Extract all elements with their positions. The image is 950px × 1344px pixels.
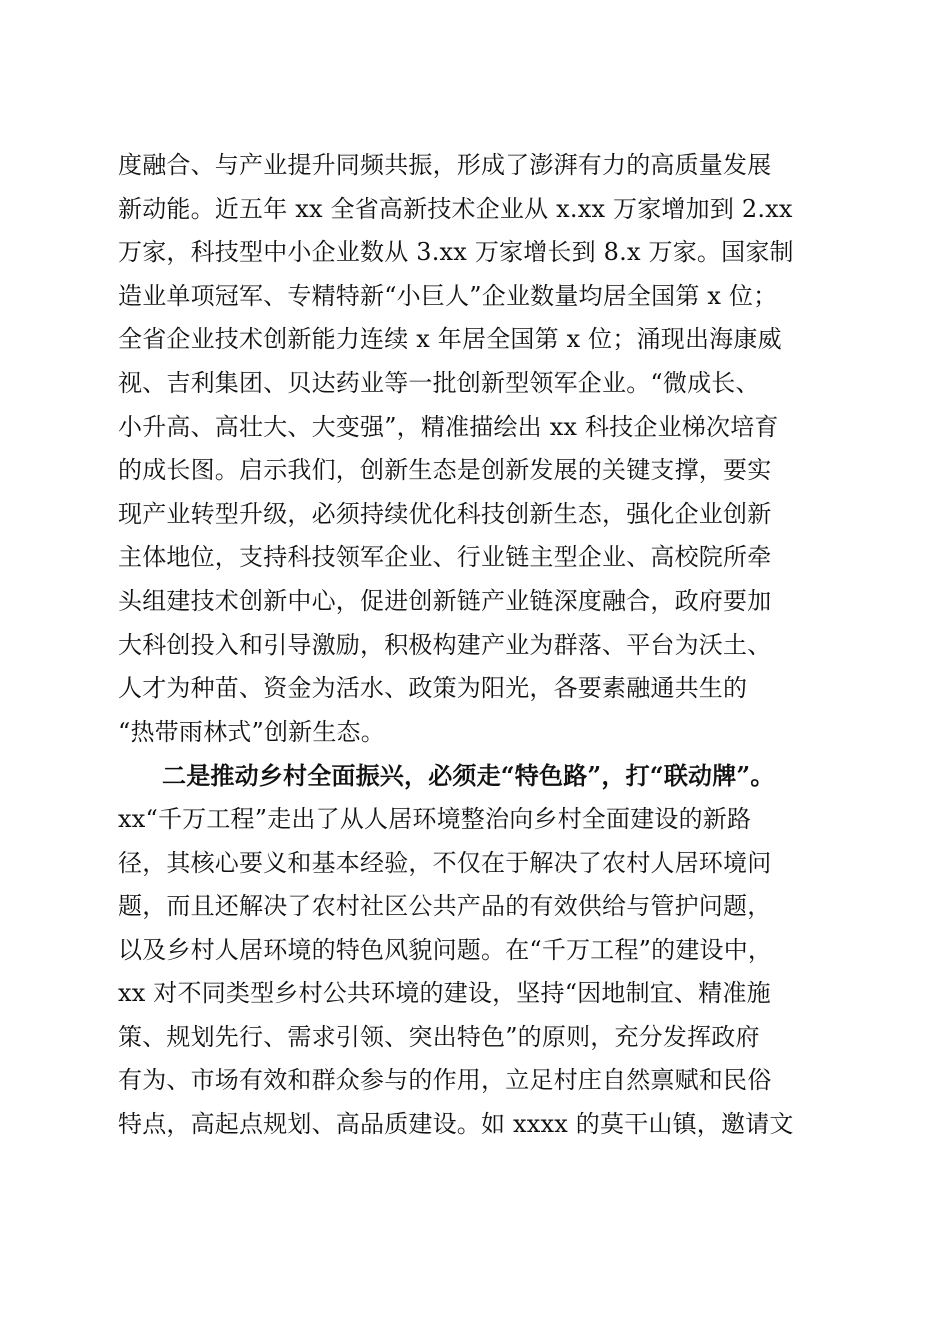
text-line: 造业单项冠军、专精特新“小巨人”企业数量均居全国第 x 位； [118, 281, 778, 310]
text-line: 新动能。近五年 xx 全省高新技术企业从 x.xx 万家增加到 2.xx [118, 194, 793, 223]
text-line: 大科创投入和引导激励，积极构建产业为群落、平台为沃土、 [118, 630, 772, 659]
text-line: 特点，高起点规划、高品质建设。如 xxxx 的莫干山镇，邀请文 [118, 1110, 794, 1139]
text-line: 全省企业技术创新能力连续 x 年居全国第 x 位；涌现出海康威 [118, 325, 782, 354]
text-line: “热带雨林式”创新生态。 [118, 717, 385, 746]
body-text [118, 144, 836, 1147]
section-heading: 二是推动乡村全面振兴，必须走“特色路”，打“联动牌”。 [162, 761, 775, 791]
text-line: 视、吉利集团、贝达药业等一批创新型领军企业。“微成长、 [118, 368, 760, 397]
text-line: 以及乡村人居环境的特色风貌问题。在“千万工程”的建设中， [118, 935, 773, 964]
text-line: 有为、市场有效和群众参与的作用，立足村庄自然禀赋和民俗 [118, 1066, 772, 1095]
text-line: 度融合、与产业提升同频共振，形成了澎湃有力的高质量发展 [118, 151, 772, 179]
text-line: 径，其核心要义和基本经验，不仅在于解决了农村人居环境问 [118, 848, 772, 877]
text-line: 小升高、高壮大、大变强”，精准描绘出 xx 科技企业梯次培育 [118, 412, 779, 441]
text-line: 现产业转型升级，必须持续优化科技创新生态，强化企业创新 [118, 499, 772, 528]
text-line: 主体地位，支持科技领军企业、行业链主型企业、高校院所牵 [118, 543, 772, 572]
text-line: 题，而且还解决了农村社区公共产品的有效供给与管护问题， [118, 892, 772, 921]
text-line: xx 对不同类型乡村公共环境的建设，坚持“因地制宜、精准施 [118, 979, 771, 1008]
text-line: 策、规划先行、需求引领、突出特色”的原则，充分发挥政府 [118, 1022, 760, 1051]
text-line: 人才为种苗、资金为活水、政策为阳光，各要素融通共生的 [118, 674, 748, 703]
text-line: 万家，科技型中小企业数从 3.xx 万家增长到 8.x 万家。国家制 [118, 238, 794, 267]
text-line: 头组建技术创新中心，促进创新链产业链深度融合，政府要加 [118, 586, 772, 615]
text-line: 的成长图。启示我们，创新生态是创新发展的关键支撑，要实 [118, 456, 772, 485]
text-line: xx“千万工程”走出了从人居环境整治向乡村全面建设的新路 [118, 804, 752, 833]
